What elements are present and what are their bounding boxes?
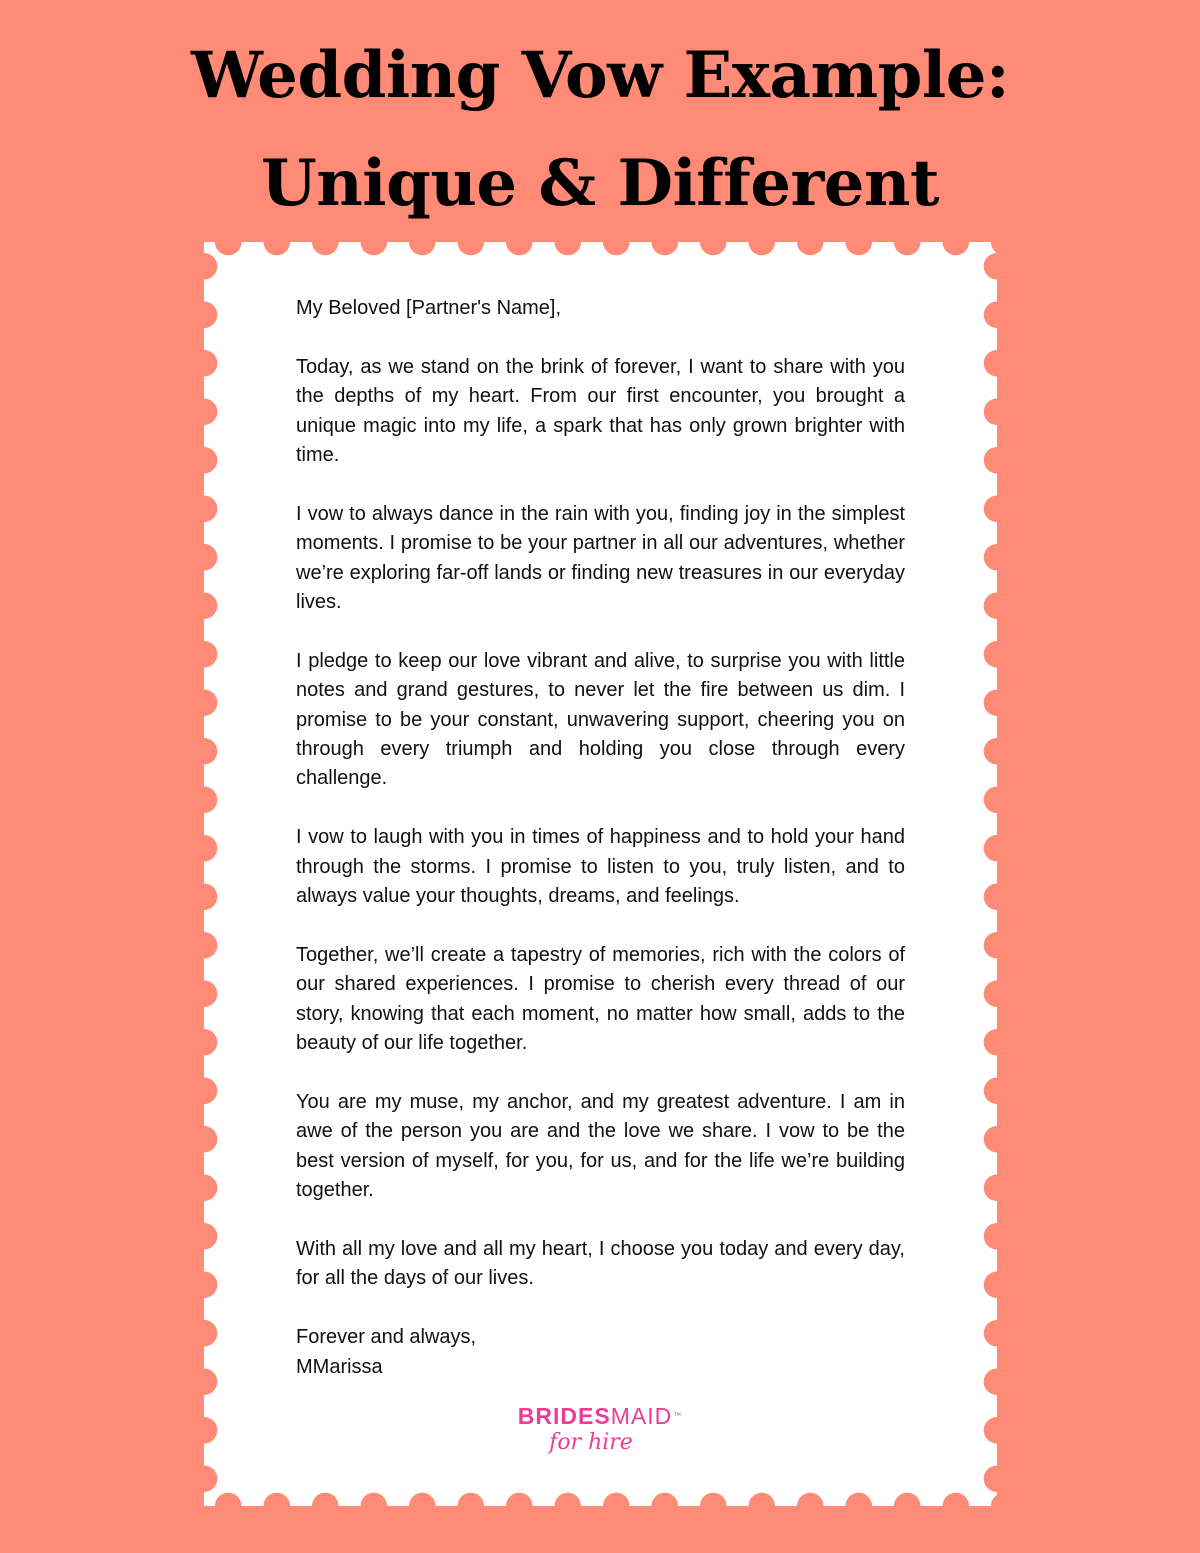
vow-paragraph-6: You are my muse, my anchor, and my greatest adventure. I am in awe of the person you are and the love we share. I vow to be the best version of myself, for you, for us, and for the life we’re building together.: [296, 1090, 905, 1202]
vow-paragraph-5: Together, we’ll create a tapestry of memories, rich with the colors of our shared experiences. I promise to cherish every thread of our story, knowing that each moment, no matter how small, adds to the beauty of our life together.: [296, 943, 905, 1055]
letter-closing: [296, 1323, 905, 1382]
trademark-symbol: ™: [673, 1411, 683, 1420]
closing-line: Forever and always,: [296, 1326, 477, 1349]
signature: MMarissa: [296, 1355, 383, 1378]
vow-letter: [296, 294, 905, 1382]
vow-paragraph-3: I pledge to keep our love vibrant and alive, to surprise you with little notes and grand gestures, to never let the fire between us dim. I promise to be your constant, unwavering support, cheering you on through every triumph and holding you close through every challenge.: [296, 649, 905, 790]
vow-paragraph-2: I vow to always dance in the rain with you, finding joy in the simplest moments. I promise to be your partner in all our adventures, whether we’re exploring far-off lands or finding new treasures in our everyday lives.: [296, 502, 905, 614]
logo-tagline: for hire: [549, 1430, 633, 1455]
logo-part-brides: BRIDES: [517, 1403, 611, 1429]
title-line-1: Wedding Vow Example:: [190, 38, 1010, 113]
salutation: My Beloved [Partner's Name],: [296, 297, 562, 319]
bridesmaid-for-hire-logo: [480, 1402, 720, 1456]
vow-paragraph-1: Today, as we stand on the brink of forever, I want to share with you the depths of my heart. From our first encounter, you brought a unique magic into my life, a spark that has only grown brighter with time.: [296, 355, 905, 467]
vow-paragraph-4: I vow to laugh with you in times of happiness and to hold your hand through the storms. I promise to listen to you, truly listen, and to always value your thoughts, dreams, and feelings.: [296, 826, 905, 908]
logo-wordmark: [480, 1402, 720, 1430]
logo-part-maid: MAID: [610, 1403, 673, 1429]
title-line-2: Unique & Different: [260, 146, 940, 221]
page-title: [0, 22, 1200, 238]
vow-paragraph-7: With all my love and all my heart, I choose you today and every day, for all the days of our lives.: [296, 1237, 905, 1290]
